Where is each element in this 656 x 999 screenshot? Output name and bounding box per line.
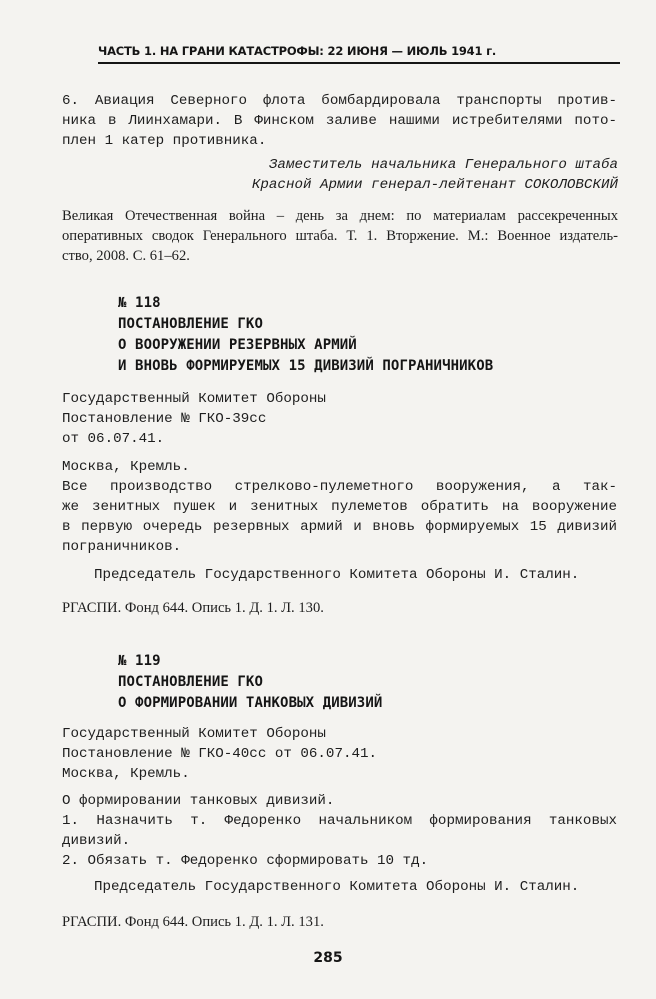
source-line: оперативных сводок Генерального штаба. Т. 1. Вторжение. М.: Военное издатель-	[62, 228, 618, 244]
running-header	[98, 44, 620, 58]
doc118-body	[62, 477, 617, 557]
doc119-meta-line: Государственный Комитет Обороны	[62, 726, 326, 742]
doc119-meta	[62, 724, 377, 784]
doc119-item1-line: 1. Назначить т. Федоренко начальником формирования танковых	[62, 813, 617, 829]
doc119-heading	[118, 651, 382, 714]
doc119-item2: 2. Обязать т. Федоренко сформировать 10 тд.	[62, 853, 429, 869]
doc118-number: № 118	[118, 295, 161, 311]
signature-line: Заместитель начальника Генерального штаба	[268, 157, 618, 173]
doc118-body-line: Все производство стрелково-пулеметного вооружения, а так-	[62, 479, 617, 495]
doc118-place	[62, 457, 190, 477]
intro-signature	[252, 155, 618, 195]
doc118-meta	[62, 389, 326, 449]
doc118-signature-text: Председатель Государственного Комитета Обороны И. Сталин.	[94, 567, 580, 583]
doc119-signature	[94, 877, 579, 897]
doc119-number: № 119	[118, 653, 161, 669]
doc118-title-line: И ВНОВЬ ФОРМИРУЕМЫХ 15 ДИВИЗИЙ ПОГРАНИЧНИКОВ	[118, 358, 494, 374]
doc119-title-line: О ФОРМИРОВАНИИ ТАНКОВЫХ ДИВИЗИЙ	[118, 695, 383, 711]
doc118-title-line: ПОСТАНОВЛЕНИЕ ГКО	[118, 316, 263, 332]
doc118-body-line: в первую очередь резервных армий и вновь формируемых 15 дивизий	[62, 519, 617, 535]
intro-item-6	[62, 91, 617, 151]
doc119-title-line: ПОСТАНОВЛЕНИЕ ГКО	[118, 674, 263, 690]
doc118-title-line: О ВООРУЖЕНИИ РЕЗЕРВНЫХ АРМИЙ	[118, 337, 357, 353]
running-header-title: ЧАСТЬ 1. НА ГРАНИ КАТАСТРОФЫ: 22 ИЮНЯ — ИЮЛЬ 1941 г.	[98, 44, 497, 58]
doc119-meta-line: Москва, Кремль.	[62, 766, 190, 782]
doc118-source-text: РГАСПИ. Фонд 644. Опись 1. Д. 1. Л. 130.	[62, 600, 324, 616]
doc119-body	[62, 791, 617, 871]
doc119-source	[62, 912, 324, 932]
doc119-signature-text: Председатель Государственного Комитета Обороны И. Сталин.	[94, 879, 580, 895]
doc119-source-text: РГАСПИ. Фонд 644. Опись 1. Д. 1. Л. 131.	[62, 914, 324, 930]
signature-line: Красной Армии генерал-лейтенант СОКОЛОВСКИЙ	[251, 177, 618, 193]
doc118-meta-line: Постановление № ГКО-39сс	[62, 411, 267, 427]
page-number: 285	[313, 950, 343, 966]
doc118-signature	[94, 565, 579, 585]
intro-item6-line: плен 1 катер противника.	[62, 133, 267, 149]
doc118-place-text: Москва, Кремль.	[62, 459, 190, 475]
intro-item6-line: 6. Авиация Северного флота бомбардировала транспорты против-	[62, 93, 617, 109]
doc119-subject: О формировании танковых дивизий.	[62, 793, 335, 809]
doc118-body-line: же зенитных пушек и зенитных пулеметов обратить на вооружение	[62, 499, 617, 515]
doc118-body-line: пограничников.	[62, 539, 182, 555]
intro-item6-line: ника в Лиинхамари. В Финском заливе нашими истребителями пото-	[62, 113, 617, 129]
header-rule	[98, 62, 620, 64]
source-line: ство, 2008. С. 61–62.	[62, 248, 190, 264]
doc119-meta-line: Постановление № ГКО-40сс от 06.07.41.	[62, 746, 378, 762]
doc118-heading	[118, 293, 493, 377]
doc119-item1-line: дивизий.	[62, 833, 131, 849]
doc118-meta-line: от 06.07.41.	[62, 431, 165, 447]
source-line: Великая Отечественная война – день за днем: по материалам рассекреченных	[62, 208, 618, 224]
intro-source	[62, 206, 618, 266]
doc118-source	[62, 598, 324, 618]
doc118-meta-line: Государственный Комитет Обороны	[62, 391, 326, 407]
